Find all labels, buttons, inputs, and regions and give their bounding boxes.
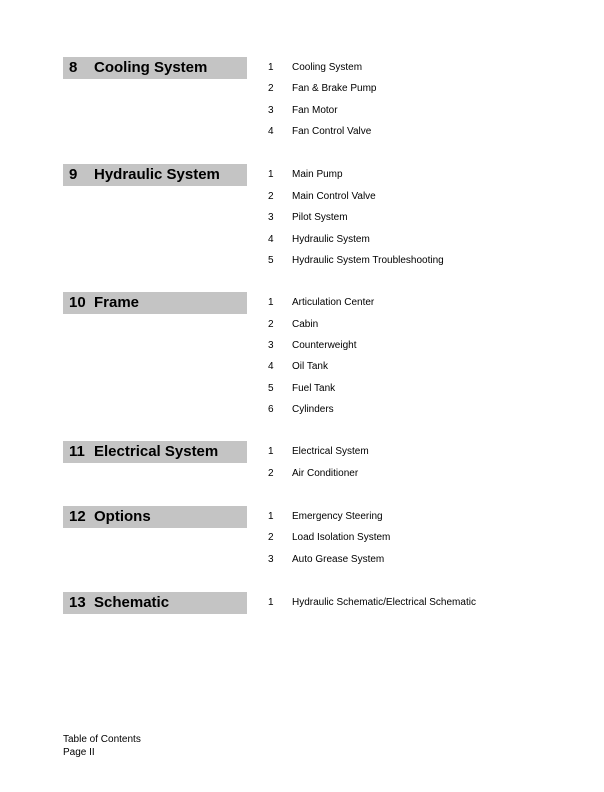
section-number: 13 — [69, 594, 86, 611]
footer-page-number: Page II — [63, 747, 95, 758]
section-header — [63, 441, 247, 463]
section-number: 11 — [69, 443, 85, 460]
section-title: Electrical System — [94, 443, 219, 460]
section-header — [63, 506, 247, 528]
item-label: Hydraulic Schematic/Electrical Schematic — [292, 597, 476, 608]
item-label: Emergency Steering — [292, 511, 383, 522]
item-label: Counterweight — [292, 340, 357, 351]
item-label: Main Control Valve — [292, 191, 376, 202]
item-label: Articulation Center — [292, 297, 375, 308]
section-title: Options — [94, 508, 151, 525]
section-header — [63, 292, 247, 314]
item-number: 1 — [268, 446, 274, 457]
item-label: Electrical System — [292, 446, 369, 457]
item-label: Cooling System — [292, 62, 363, 73]
item-number: 3 — [268, 340, 274, 351]
item-number: 4 — [268, 361, 274, 372]
item-label: Oil Tank — [292, 361, 328, 372]
item-number: 2 — [268, 191, 274, 202]
item-label: Fan & Brake Pump — [292, 83, 377, 94]
item-number: 1 — [268, 62, 274, 73]
item-label: Air Conditioner — [292, 468, 359, 479]
item-number: 2 — [268, 319, 274, 330]
item-number: 3 — [268, 212, 274, 223]
item-number: 2 — [268, 532, 274, 543]
item-number: 4 — [268, 126, 274, 137]
item-label: Load Isolation System — [292, 532, 391, 543]
item-number: 1 — [268, 169, 274, 180]
item-number: 1 — [268, 597, 274, 608]
footer-title: Table of Contents — [63, 734, 141, 745]
section-number: 8 — [69, 59, 78, 76]
item-label: Hydraulic System — [292, 234, 370, 245]
section-title: Frame — [94, 294, 140, 311]
item-label: Auto Grease System — [292, 554, 385, 565]
item-label: Hydraulic System Troubleshooting — [292, 255, 444, 266]
item-label: Fan Control Valve — [292, 126, 372, 137]
item-number: 1 — [268, 297, 274, 308]
section-number: 10 — [69, 294, 86, 311]
item-number: 4 — [268, 234, 274, 245]
section-title: Hydraulic System — [94, 166, 220, 183]
section-number: 9 — [69, 166, 78, 183]
item-number: 6 — [268, 404, 274, 415]
section-header — [63, 164, 247, 186]
item-number: 3 — [268, 105, 274, 116]
item-number: 1 — [268, 511, 274, 522]
page-footer — [63, 733, 141, 759]
item-number: 3 — [268, 554, 274, 565]
item-label: Pilot System — [292, 212, 348, 223]
item-label: Main Pump — [292, 169, 343, 180]
section-title: Cooling System — [94, 59, 208, 76]
item-label: Fuel Tank — [292, 383, 336, 394]
item-label: Cabin — [292, 319, 319, 330]
item-number: 5 — [268, 255, 274, 266]
section-number: 12 — [69, 508, 86, 525]
item-label: Fan Motor — [292, 105, 338, 116]
item-label: Cylinders — [292, 404, 334, 415]
item-number: 5 — [268, 383, 274, 394]
section-header — [63, 57, 247, 79]
item-number: 2 — [268, 468, 274, 479]
section-header — [63, 592, 247, 614]
section-title: Schematic — [94, 594, 170, 611]
item-number: 2 — [268, 83, 274, 94]
